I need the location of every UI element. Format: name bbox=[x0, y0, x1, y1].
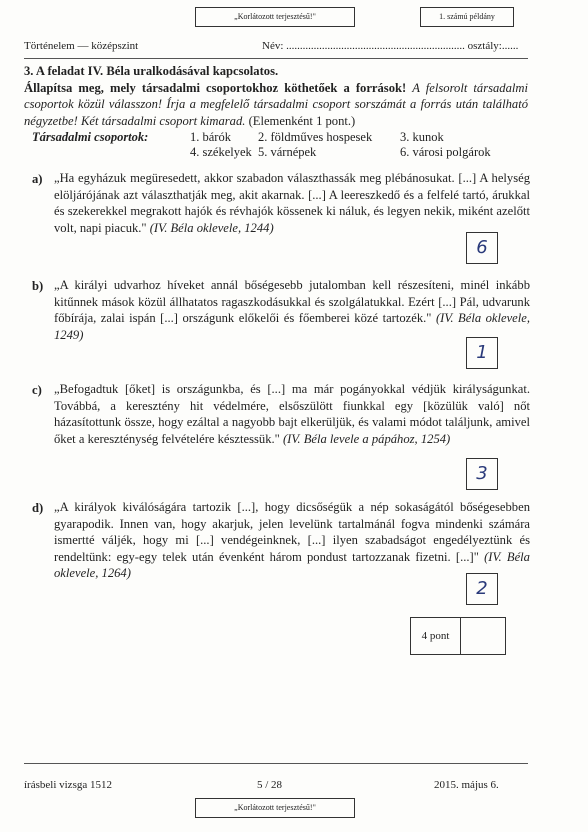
task-instructions-italic: A felsorolt társadalmi csoportok közül válasszon! Írja a megfelelő társadalmi csoport sorszámát a forrás után található négyzetbe! Két társadalmi csoport kimarad. bbox=[24, 80, 528, 128]
source-letter: d) bbox=[32, 501, 44, 515]
source-letter: c) bbox=[32, 383, 42, 397]
source-quote: „A királyok kiválóságára tartozik [...], hogy dicsőségük a nép sokaságától bőségesebben gyarapodik. Innen van, hogy akarjuk, jelen levelünk tartalmánál fogva mindenki számára ismertté váljék, hogy mi [...] vendégeinknek, [...] ilyen szabadságot engedélyeztünk és rendeltünk: egy-egy telek után évenként három pondust tartozzanak fizetni. [...]" bbox=[54, 500, 530, 564]
source-quote: „Ha egyházuk megüresedett, akkor szabadon választhassák meg plébánosukat. [...] A helység elöljárójának azt választhatják meg, akit akarnak. [...] A leereszkedő és a felfelé tartó, árukkal és szekerekkel megrakott hajók és révhajók kössenek ki náluk, és legyen nekik, miként azelőtt volt, napi piacuk." bbox=[54, 171, 530, 235]
answer-handwritten: 3 bbox=[476, 463, 488, 484]
footer-divider bbox=[24, 763, 528, 764]
source-letter: b) bbox=[32, 279, 44, 293]
copy-number-label: 1. számú példány bbox=[420, 7, 514, 27]
source-letter: a) bbox=[32, 172, 43, 186]
source-citation: (IV. Béla oklevele, 1244) bbox=[149, 220, 274, 235]
footer-exam-code: írásbeli vizsga 1512 bbox=[24, 779, 112, 791]
subject-label: Történelem — középszint bbox=[24, 40, 139, 52]
footer-page-number: 5 / 28 bbox=[257, 779, 283, 791]
answer-handwritten: 6 bbox=[476, 237, 488, 258]
source-citation: (IV. Béla oklevele, 1249) bbox=[54, 311, 531, 342]
score-cell[interactable] bbox=[461, 618, 505, 654]
task-points-note: (Elemenként 1 pont.) bbox=[248, 113, 356, 128]
source-quote: „Befogadtuk [őket] is országunkba, és [...] ma már pogányokkal védjük királyságunkat. Továbbá, a keresztény hit védelmére, elsőszülött fiunkkal egy [közülük való] nőt házasítottunk össze, hogy ezáltal a nagyobb bajt elkerüljük, és valami módot találjunk, amivel őket a kereszténység felvételére késztessük." bbox=[54, 382, 530, 446]
source-a-text bbox=[54, 170, 530, 236]
answer-handwritten: 2 bbox=[476, 578, 488, 599]
source-d-letter bbox=[32, 499, 54, 517]
task-question: Állapítsa meg, mely társadalmi csoportokhoz köthetőek a források! bbox=[24, 80, 407, 95]
source-c-letter bbox=[32, 381, 54, 399]
name-class-field: Név: ................................................................. osztály:...... bbox=[262, 40, 519, 52]
task-instructions bbox=[24, 80, 528, 130]
task-title: 3. A feladat IV. Béla uralkodásával kapcsolatos. bbox=[24, 64, 279, 78]
restricted-stamp-top: „Korlátozott terjesztésű!" bbox=[195, 7, 355, 27]
header-divider bbox=[24, 58, 528, 59]
group-item-5: 5. várnépek bbox=[258, 145, 317, 159]
source-b-letter bbox=[32, 277, 54, 295]
answer-handwritten: 1 bbox=[476, 342, 488, 363]
source-c-text bbox=[54, 381, 530, 447]
source-d-text bbox=[54, 499, 530, 582]
source-citation: (IV. Béla oklevele, 1264) bbox=[54, 549, 530, 580]
source-b-text bbox=[54, 277, 530, 343]
source-quote: „A királyi udvarhoz híveket annál bőségesebb jutalomban kell részesíteni, minél inkább kitűnnek mások közül állhatatos ragaszkodásukkal és szolgálatukkal. Ezért [...] Pál, udvarunk főbírája, zalai ispán [...] országunk előkelői és főemberei közé tartozék." bbox=[54, 278, 530, 325]
source-a-letter bbox=[32, 170, 54, 188]
source-citation: (IV. Béla levele a pápához, 1254) bbox=[282, 431, 451, 446]
score-box bbox=[410, 617, 506, 655]
groups-label: Társadalmi csoportok: bbox=[32, 130, 149, 144]
group-item-1: 1. bárók bbox=[190, 130, 231, 144]
answer-box-b[interactable] bbox=[466, 337, 498, 369]
group-item-6: 6. városi polgárok bbox=[400, 145, 491, 159]
group-item-4: 4. székelyek bbox=[190, 145, 252, 159]
task-block bbox=[24, 63, 528, 129]
group-item-3: 3. kunok bbox=[400, 130, 444, 144]
restricted-stamp-bottom: „Korlátozott terjesztésű!" bbox=[195, 798, 355, 818]
footer-date: 2015. május 6. bbox=[434, 779, 499, 791]
answer-box-a[interactable] bbox=[466, 232, 498, 264]
answer-box-c[interactable] bbox=[466, 458, 498, 490]
group-item-2: 2. földműves hospesek bbox=[258, 130, 373, 144]
answer-box-d[interactable] bbox=[466, 573, 498, 605]
score-label: 4 pont bbox=[411, 618, 461, 654]
